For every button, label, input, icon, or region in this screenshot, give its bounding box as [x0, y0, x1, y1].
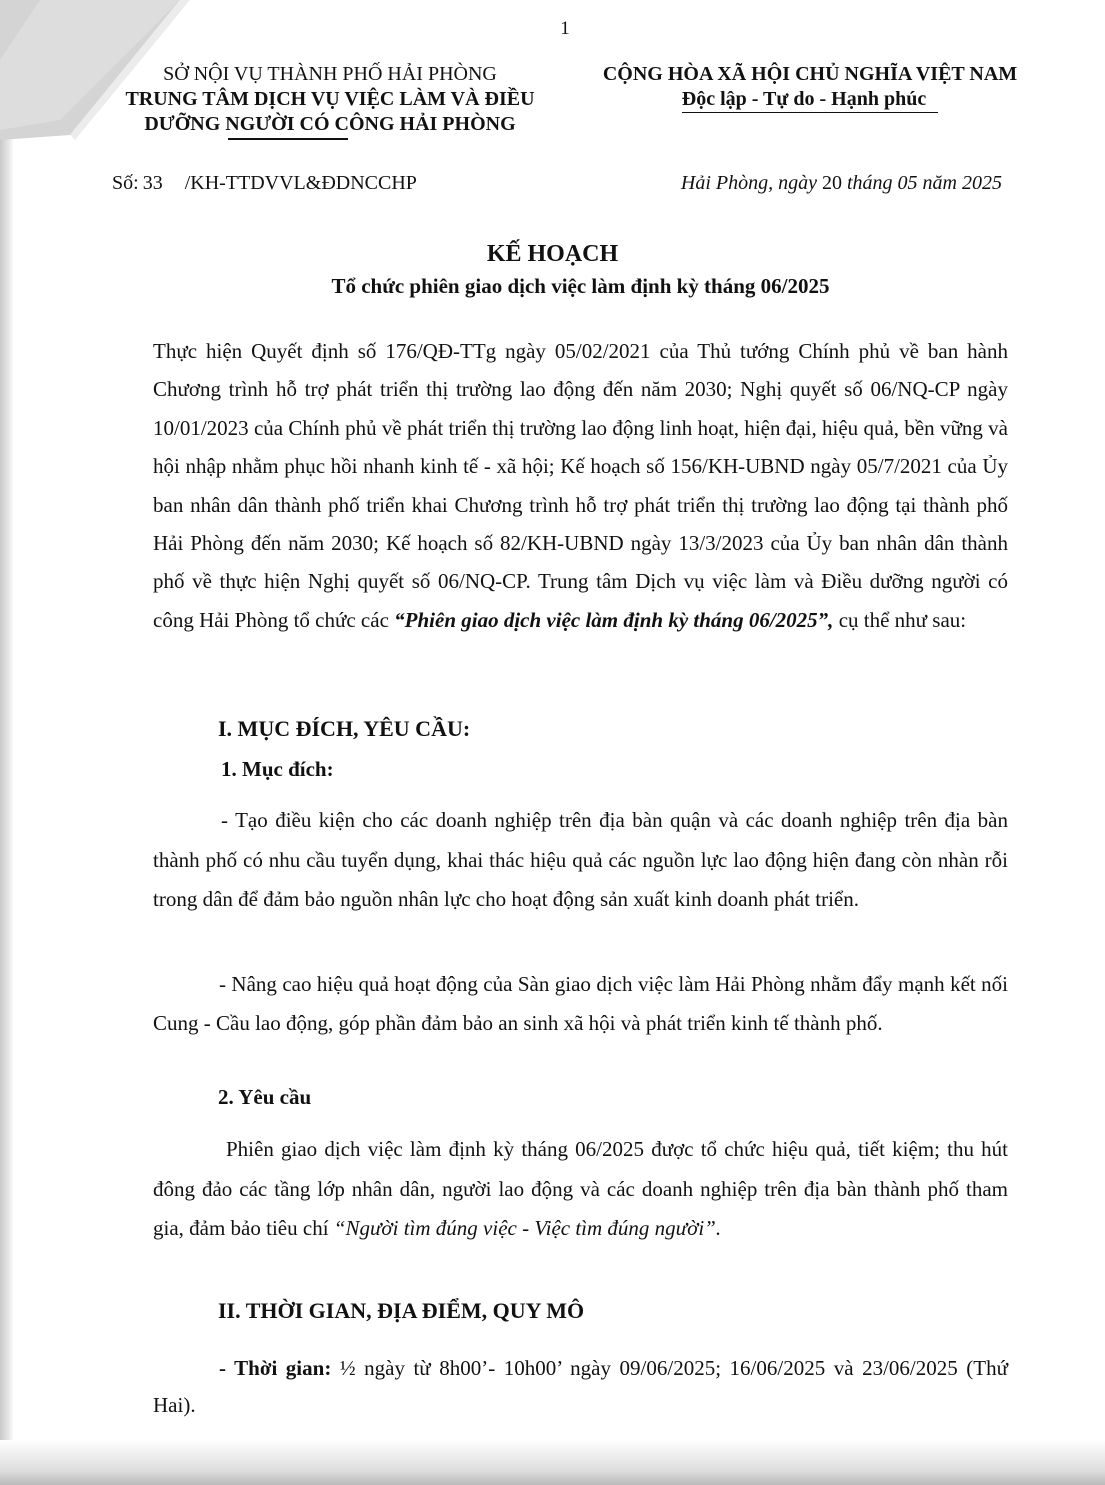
section-1-heading: I. MỤC ĐÍCH, YÊU CẦU: [218, 716, 471, 741]
requirement-quote: “Người tìm đúng việc - Việc tìm đúng người”. [333, 1216, 722, 1240]
agency-underline [228, 138, 348, 140]
section-2-heading: II. THỜI GIAN, ĐỊA ĐIỂM, QUY MÔ [218, 1298, 585, 1323]
nation-title: CỘNG HÒA XÃ HỘI CHỦ NGHĨA VIỆT NAM [602, 63, 1018, 85]
doc-number-label: Số: [112, 172, 139, 194]
page-number: 1 [560, 18, 570, 39]
issuing-agency-block [60, 62, 600, 137]
section-1-1-heading: 1. Mục đích: [221, 757, 334, 781]
agency-name-line1: TRUNG TÂM DỊCH VỤ VIỆC LÀM VÀ ĐIỀU [125, 88, 535, 110]
doc-date-day: 20 [822, 172, 842, 194]
document-date [560, 172, 1002, 195]
purpose-paragraph-1: - Tạo điều kiện cho các doanh nghiệp trên địa bàn quận và các doanh nghiệp trên địa bàn thành phố có nhu cầu tuyển dụng, khai thác hiệu quả các nguồn lực lao động hiện đang còn nhàn rỗi trong dân để đảm bảo nguồn nhân lực cho hoạt động sản xuất kinh doanh phát triển. [153, 808, 1008, 911]
agency-parent: SỞ NỘI VỤ THÀNH PHỐ HẢI PHÒNG [163, 63, 497, 85]
section-1-2-heading: 2. Yêu cầu [218, 1085, 312, 1109]
doc-date-prefix: Hải Phòng, ngày [680, 172, 822, 194]
doc-number-value: 33 [142, 172, 163, 194]
time-text: ½ ngày từ 8h00’- 10h00’ ngày 09/06/2025; 16/06/2025 và 23/06/2025 (Thứ Hai). [153, 1356, 1008, 1417]
document-subtitle: Tổ chức phiên giao dịch việc làm định kỳ tháng 06/2025 [331, 274, 830, 298]
agency-name-line2: DƯỠNG NGƯỜI CÓ CÔNG HẢI PHÒNG [144, 113, 516, 135]
time-label: - Thời gian: [219, 1356, 332, 1380]
intro-emphasis: “Phiên giao dịch việc làm định kỳ tháng 06/2025”, [394, 607, 834, 632]
doc-date-suffix: tháng 05 năm 2025 [842, 172, 1002, 194]
national-motto: Độc lập - Tự do - Hạnh phúc [682, 87, 938, 113]
requirement-text: Phiên giao dịch việc làm định kỳ tháng 06/2025 được tổ chức hiệu quả, tiết kiệm; thu hút đông đảo các tầng lớp nhân dân, người lao động và các doanh nghiệp trên địa bàn thành phố tham gia, đảm bảo tiêu chí [153, 1137, 1008, 1240]
page-shadow-bottom [0, 1440, 1105, 1485]
doc-number-code: /KH-TTDVVL&ĐDNCCHP [184, 172, 417, 194]
requirement-paragraph [153, 1130, 1008, 1249]
page-shadow-left [0, 0, 14, 1485]
intro-text: Thực hiện Quyết định số 176/QĐ-TTg ngày 05/02/2021 của Thủ tướng Chính phủ về ban hành Chương trình hỗ trợ phát triển thị trường lao động đến năm 2030; Nghị quyết số 06/NQ-CP ngày 10/01/2023 của Chính phủ về phát triển thị trường lao động linh hoạt, hiện đại, hiệu quả, bền vững và hội nhập nhằm phục hồi nhanh kinh tế - xã hội; Kế hoạch số 156/KH-UBND ngày 05/7/2021 của Ủy ban nhân dân thành phố triển khai Chương trình hỗ trợ phát triển thị trường lao động tại thành phố Hải Phòng đến năm 2030; Kế hoạch số 82/KH-UBND ngày 13/3/2023 của Ủy ban nhân dân thành phố về thực hiện Nghị quyết số 06/NQ-CP. Trung tâm Dịch vụ việc làm và Điều dưỡng người có công Hải Phòng tổ chức các [153, 339, 1008, 632]
purpose-paragraph-2: - Nâng cao hiệu quả hoạt động của Sàn giao dịch việc làm Hải Phòng nhằm đẩy mạnh kết nối Cung - Cầu lao động, góp phần đảm bảo an sinh xã hội và phát triển kinh tế thành phố. [153, 972, 1008, 1035]
document-title: KẾ HOẠCH [486, 241, 619, 267]
document-number [112, 172, 417, 195]
intro-paragraph [153, 332, 1008, 639]
time-paragraph [153, 1350, 1008, 1424]
intro-tail: cụ thể như sau: [833, 607, 967, 632]
national-header-block [570, 62, 1050, 113]
